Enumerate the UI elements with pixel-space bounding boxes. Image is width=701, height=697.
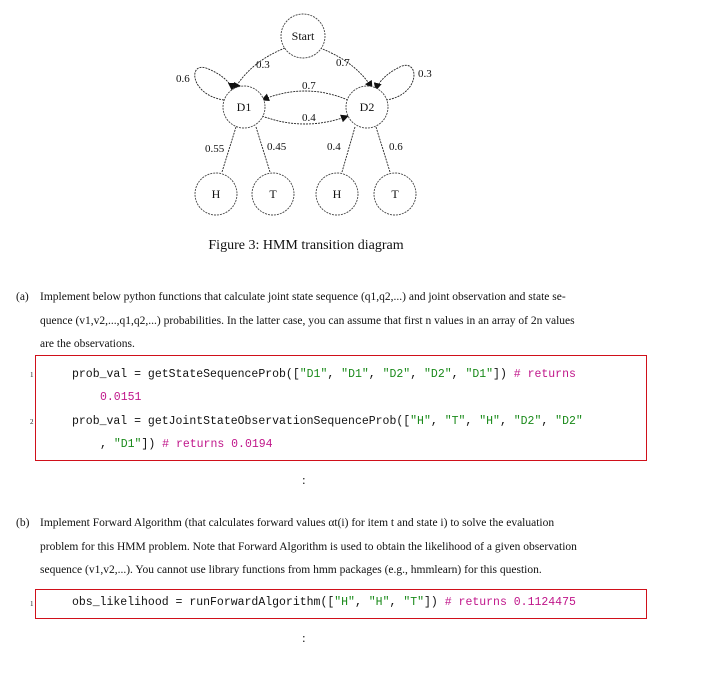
part-b-label: (b) bbox=[16, 517, 30, 529]
edge-label-d1-t: 0.45 bbox=[267, 141, 287, 153]
part-a-line2: quence (v1,v2,...,q1,q2,...) probabilities. In the latter case, you can assume that first n values in an array of 2n values bbox=[40, 314, 575, 327]
edge-label-d2-t: 0.6 bbox=[389, 141, 403, 153]
code-line-b1: obs_likelihood = runForwardAlgorithm(["H", "H", "T"]) # returns 0.1124475 bbox=[72, 596, 576, 609]
node-label-h2: H bbox=[332, 187, 342, 201]
edge-label-d2-self: 0.3 bbox=[418, 68, 432, 80]
node-label-t1: T bbox=[269, 187, 277, 201]
node-label-d1: D1 bbox=[236, 100, 252, 114]
line-number: 1 bbox=[30, 600, 34, 608]
part-a-label: (a) bbox=[16, 291, 29, 303]
edge-d2-t bbox=[376, 127, 390, 172]
edge-d2-h bbox=[342, 127, 355, 172]
node-label-h1: H bbox=[211, 187, 221, 201]
ellipsis-a: : bbox=[302, 472, 306, 487]
node-label-d2: D2 bbox=[359, 100, 375, 114]
ellipsis-b: : bbox=[302, 630, 306, 645]
edge-label-start-d2: 0.7 bbox=[336, 57, 350, 69]
part-a-line1: Implement below python functions that calculate joint state sequence (q1,q2,...) and joint observation and state se- bbox=[40, 291, 566, 303]
part-b-line1: Implement Forward Algorithm (that calculates forward values αt(i) for item t and state i) to solve the evaluation bbox=[40, 517, 555, 529]
line-number: 1 bbox=[30, 371, 34, 379]
edge-label-d2-d1: 0.4 bbox=[302, 112, 316, 124]
part-a-line3: are the observations. bbox=[40, 338, 135, 350]
edge-label-start-d1: 0.3 bbox=[256, 59, 270, 71]
edge-label-d1-d2: 0.7 bbox=[302, 80, 316, 92]
edge-label-d1-h: 0.55 bbox=[205, 143, 225, 155]
code-line-a2: prob_val = getJointStateObservationSequenceProb(["H", "T", "H", "D2", "D2" bbox=[72, 415, 583, 428]
edge-label-d2-h: 0.4 bbox=[327, 141, 341, 153]
line-number: 2 bbox=[30, 418, 34, 426]
code-line-a1: prob_val = getStateSequenceProb(["D1", "D1", "D2", "D2", "D1"]) # returns bbox=[72, 368, 576, 381]
code-line-a2-cont: , "D1"]) # returns 0.0194 bbox=[100, 438, 273, 451]
part-b-line2: problem for this HMM problem. Note that Forward Algorithm is used to obtain the likelihood of a given observation bbox=[40, 540, 577, 553]
code-block-a bbox=[30, 355, 647, 461]
node-label-start: Start bbox=[291, 29, 315, 43]
hmm-diagram bbox=[0, 0, 701, 240]
figure-caption: Figure 3: HMM transition diagram bbox=[208, 238, 404, 253]
part-a-text bbox=[16, 286, 656, 357]
code-block-b bbox=[30, 589, 647, 619]
part-b-text bbox=[16, 512, 656, 583]
edge-d2-d1 bbox=[262, 91, 348, 100]
node-label-t2: T bbox=[391, 187, 399, 201]
code-line-a1-cont: 0.0151 bbox=[100, 391, 142, 404]
part-b-line3: sequence (v1,v2,...). You cannot use library functions from hmm packages (e.g., hmmlearn) for this question. bbox=[40, 564, 542, 576]
edge-label-d1-self: 0.6 bbox=[176, 73, 190, 85]
